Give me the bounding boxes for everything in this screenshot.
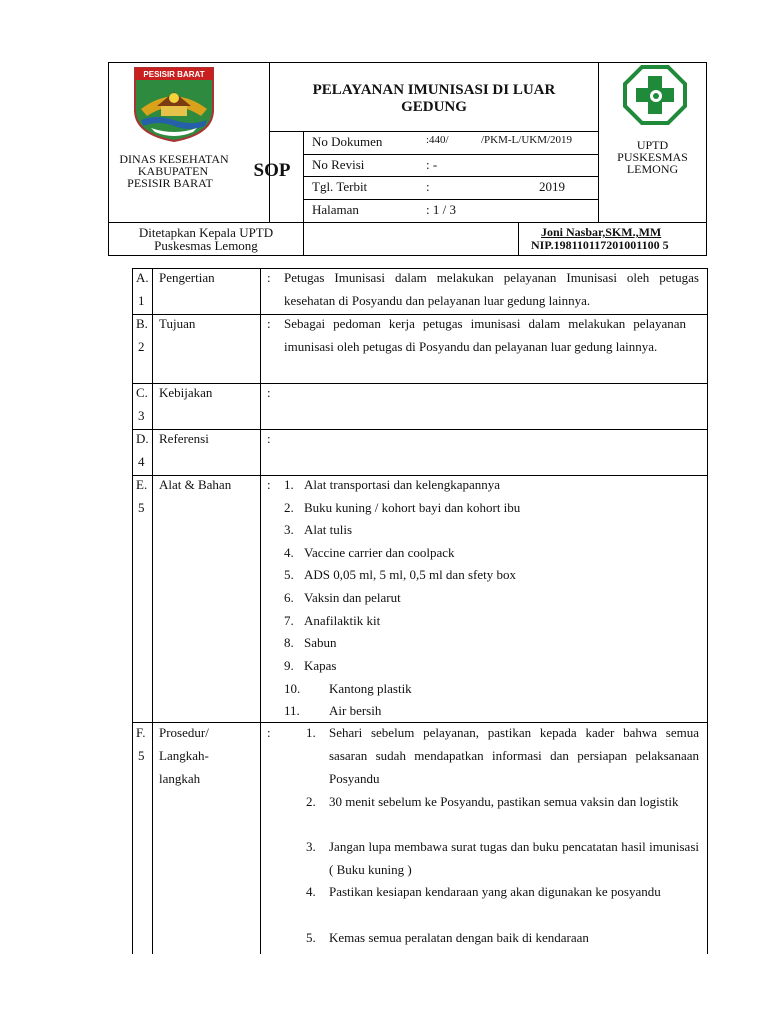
row-b-text: Sebagai pedoman kerja petugas imunisasi dalam melakukan pelayanan imunisasi oleh petugas di Posyandu dan pelayanan luar gedung lainnya. bbox=[284, 316, 686, 354]
sop-label: SOP bbox=[253, 160, 291, 181]
row-f-label: Prosedur/ bbox=[159, 725, 209, 740]
row-c-num: 3 bbox=[138, 408, 145, 423]
row-d-colon: : bbox=[267, 431, 271, 446]
puskesmas-logo bbox=[622, 64, 688, 126]
signer-name: Joni Nasbar,SKM.,MM bbox=[541, 225, 662, 239]
row-a-colon: : bbox=[267, 270, 271, 285]
procedure-text: Jangan lupa membawa surat tugas dan buku pencatatan hasil imunisasi ( Buku kuning ) bbox=[329, 839, 699, 877]
doc-title-line-2: GEDUNG bbox=[401, 99, 467, 115]
pesisir-barat-logo bbox=[131, 64, 217, 142]
row-b-label: Tujuan bbox=[159, 316, 196, 331]
row-e-colon: : bbox=[267, 477, 271, 492]
row-d-code: D. bbox=[136, 431, 149, 446]
doc-title-line-1: PELAYANAN IMUNISASI DI LUAR bbox=[312, 82, 556, 98]
field-value-no-dokumen: :440/ bbox=[426, 134, 449, 146]
list-item: 9. Kapas bbox=[284, 658, 337, 673]
row-f-label-3: langkah bbox=[159, 771, 201, 786]
field-label-tgl-terbit: Tgl. Terbit bbox=[312, 179, 368, 194]
list-item: 11. Air bersih bbox=[284, 703, 382, 718]
procedure-text: Pastikan kesiapan kendaraan yang akan digunakan ke posyandu bbox=[329, 884, 661, 899]
list-item: 5. ADS 0,05 ml, 5 ml, 0,5 ml dan sfety box bbox=[284, 567, 516, 582]
row-d-num: 4 bbox=[138, 454, 145, 469]
procedure-text: Sehari sebelum pelayanan, pastikan kepada kader bahwa semua sasaran sudah mendapatkan informasi dan persiapan pelaksanaan Posyandu bbox=[329, 725, 699, 786]
field-value-halaman: : 1 / 3 bbox=[426, 202, 456, 217]
field-label-no-dokumen: No Dokumen bbox=[312, 134, 383, 149]
row-e-num: 5 bbox=[138, 500, 145, 515]
field-value2-tgl-terbit: 2019 bbox=[539, 179, 565, 194]
field-label-halaman: Halaman bbox=[312, 202, 359, 217]
procedure-number: 2. bbox=[306, 794, 316, 809]
list-item: 2. Buku kuning / kohort bayi dan kohort ibu bbox=[284, 500, 521, 515]
row-d-label: Referensi bbox=[159, 431, 209, 446]
procedure-number: 1. bbox=[306, 725, 316, 740]
dinas-line-1: DINAS KESEHATAN bbox=[119, 152, 229, 166]
ditetapkan-line-1: Ditetapkan Kepala UPTD bbox=[138, 225, 274, 240]
row-e-code: E. bbox=[136, 477, 148, 492]
ditetapkan-line-2: Puskesmas Lemong bbox=[154, 238, 258, 253]
procedure-text: Kemas semua peralatan dengan baik di kendaraan bbox=[329, 930, 589, 945]
row-f-label-2: Langkah- bbox=[159, 748, 209, 763]
field-value-tgl-terbit: : bbox=[426, 179, 430, 194]
procedure-number: 4. bbox=[306, 884, 316, 899]
row-a-label: Pengertian bbox=[159, 270, 215, 285]
list-item: 1. Alat transportasi dan kelengkapannya bbox=[284, 477, 501, 492]
list-item: 4. Vaccine carrier dan coolpack bbox=[284, 545, 455, 560]
row-c-label: Kebijakan bbox=[159, 385, 213, 400]
row-a-text: Petugas Imunisasi dalam melakukan pelayanan Imunisasi oleh petugas kesehatan di Posyandu dan pelayanan luar gedung lainnya. bbox=[284, 270, 699, 308]
list-item: 3. Alat tulis bbox=[284, 522, 353, 537]
dinas-line-2: KABUPATEN bbox=[137, 164, 209, 178]
signer-nip: NIP.198110117201001100 5 bbox=[531, 238, 669, 252]
row-c-colon: : bbox=[267, 385, 271, 400]
row-f-colon: : bbox=[267, 725, 271, 740]
list-item: 6. Vaksin dan pelarut bbox=[284, 590, 401, 605]
row-e-label: Alat & Bahan bbox=[159, 477, 232, 492]
row-a-num: 1 bbox=[138, 293, 145, 308]
field-value-no-revisi: : - bbox=[426, 157, 438, 172]
svg-text:PESISIR BARAT: PESISIR BARAT bbox=[143, 70, 205, 79]
list-item: 10. Kantong plastik bbox=[284, 681, 412, 696]
field-label-no-revisi: No Revisi bbox=[312, 157, 365, 172]
row-a-code: A. bbox=[136, 270, 149, 285]
uptd-line-3: LEMONG bbox=[626, 162, 679, 176]
procedure-text: 30 menit sebelum ke Posyandu, pastikan semua vaksin dan logistik bbox=[329, 794, 679, 809]
list-item: 8. Sabun bbox=[284, 635, 337, 650]
procedure-number: 3. bbox=[306, 839, 316, 854]
row-c-code: C. bbox=[136, 385, 148, 400]
procedure-number: 5. bbox=[306, 930, 316, 945]
row-b-code: B. bbox=[136, 316, 148, 331]
uptd-line-2: PUSKESMAS bbox=[617, 150, 688, 164]
list-item: 7. Anafilaktik kit bbox=[284, 613, 381, 628]
row-b-num: 2 bbox=[138, 339, 145, 354]
dinas-line-3: PESISIR BARAT bbox=[127, 176, 213, 190]
row-b-colon: : bbox=[267, 316, 271, 331]
uptd-line-1: UPTD bbox=[636, 138, 669, 152]
row-f-code: F. bbox=[136, 725, 146, 740]
field-value2-no-dokumen: /PKM-L/UKM/2019 bbox=[481, 134, 573, 146]
row-f-num: 5 bbox=[138, 748, 145, 763]
